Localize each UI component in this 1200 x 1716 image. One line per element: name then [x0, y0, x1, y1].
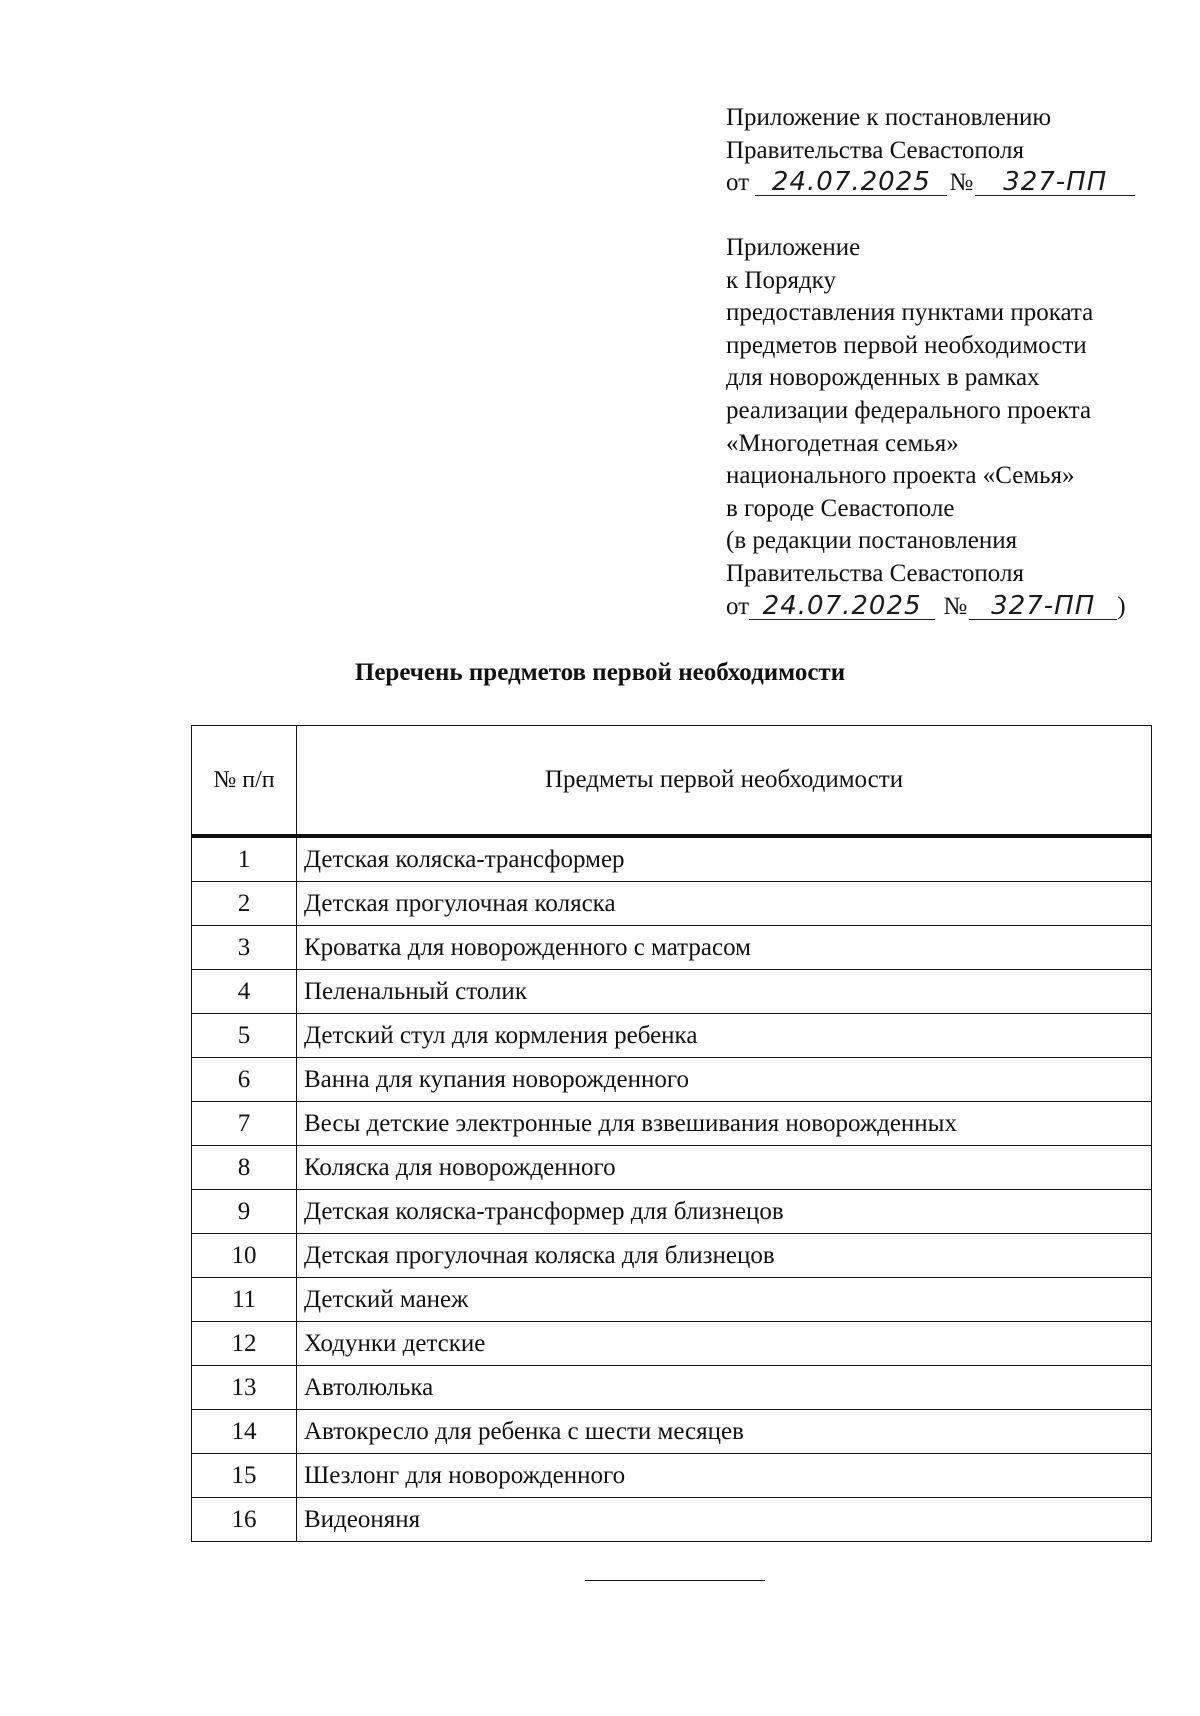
- handwritten-date: 24.07.2025: [749, 593, 935, 620]
- row-item: Кроватка для новорожденного с матрасом: [297, 926, 1152, 970]
- appendix-header-line: Приложение к постановлению: [726, 104, 1052, 131]
- date-prefix: от: [726, 592, 750, 620]
- appendix-header: [726, 102, 1135, 200]
- row-number: 9: [192, 1190, 297, 1234]
- table-row: [192, 1102, 1152, 1146]
- table-row: [192, 1058, 1152, 1102]
- row-item: Коляска для новорожденного: [297, 1146, 1152, 1190]
- row-item: Ванна для купания новорожденного: [297, 1058, 1152, 1102]
- table-row: [192, 1454, 1152, 1498]
- handwritten-number: 327-ПП: [975, 169, 1135, 196]
- table-row: [192, 1190, 1152, 1234]
- table-row: [192, 882, 1152, 926]
- procedure-header-line: «Многодетная семья»: [726, 429, 959, 457]
- appendix-header-date-line: [726, 167, 1135, 200]
- row-number: 1: [192, 836, 297, 882]
- list-title: Перечень предметов первой необходимости: [354, 659, 846, 686]
- row-number: 15: [192, 1454, 297, 1498]
- procedure-header-line: для новорожденных в рамках: [726, 364, 1040, 392]
- row-item: Пеленальный столик: [297, 970, 1152, 1014]
- table-row: [192, 1234, 1152, 1278]
- table-row: [192, 1278, 1152, 1322]
- row-item: Автолюлька: [297, 1366, 1152, 1410]
- row-item: Детский манеж: [297, 1278, 1152, 1322]
- procedure-header-line: (в редакции постановления: [726, 527, 1018, 555]
- row-number: 12: [192, 1322, 297, 1366]
- row-item: Детская прогулочная коляска для близнецов: [297, 1234, 1152, 1278]
- row-number: 4: [192, 970, 297, 1014]
- table-row: [192, 1322, 1152, 1366]
- handwritten-date: 24.07.2025: [755, 169, 947, 196]
- procedure-header-line: Приложение: [726, 234, 861, 261]
- row-number: 11: [192, 1278, 297, 1322]
- row-item: Видеоняня: [297, 1498, 1152, 1542]
- procedure-header-date-line: [726, 591, 1126, 624]
- row-number: 7: [192, 1102, 297, 1146]
- handwritten-number: 327-ПП: [969, 593, 1117, 620]
- appendix-header-line: Правительства Севастополя: [726, 136, 1024, 164]
- column-header-item: Предметы первой необходимости: [297, 726, 1152, 837]
- row-item: Ходунки детские: [297, 1322, 1152, 1366]
- procedure-header-line: в городе Севастополе: [726, 494, 955, 522]
- procedure-header-line: реализации федерального проекта: [726, 396, 1092, 424]
- row-item: Шезлонг для новорожденного: [297, 1454, 1152, 1498]
- items-table: [191, 725, 1152, 1542]
- row-item: Детская прогулочная коляска: [297, 882, 1152, 926]
- row-number: 8: [192, 1146, 297, 1190]
- row-number: 14: [192, 1410, 297, 1454]
- row-item: Детская коляска-трансформер для близнецов: [297, 1190, 1152, 1234]
- closing-parenthesis: ): [1117, 592, 1126, 620]
- table-row: [192, 926, 1152, 970]
- procedure-header-line: предметов первой необходимости: [726, 331, 1087, 359]
- row-number: 3: [192, 926, 297, 970]
- procedure-appendix-header: [726, 232, 1126, 623]
- table-row: [192, 1146, 1152, 1190]
- row-item: Весы детские электронные для взвешивания новорожденных: [297, 1102, 1152, 1146]
- table-row: [192, 836, 1152, 882]
- table-row: [192, 970, 1152, 1014]
- procedure-header-line: национального проекта «Семья»: [726, 462, 1075, 490]
- footer-divider: [585, 1580, 765, 1581]
- date-prefix: от: [726, 169, 750, 197]
- row-number: 13: [192, 1366, 297, 1410]
- number-sign: №: [943, 592, 968, 620]
- table-header-row: [192, 726, 1152, 837]
- row-item: Детский стул для кормления ребенка: [297, 1014, 1152, 1058]
- row-number: 2: [192, 882, 297, 926]
- number-sign: №: [949, 169, 974, 197]
- row-number: 10: [192, 1234, 297, 1278]
- row-item: Детская коляска-трансформер: [297, 836, 1152, 882]
- procedure-header-line: к Порядку: [726, 266, 836, 294]
- row-item: Автокресло для ребенка с шести месяцев: [297, 1410, 1152, 1454]
- procedure-header-line: предоставления пунктами проката: [726, 299, 1094, 327]
- table-row: [192, 1014, 1152, 1058]
- column-header-number: № п/п: [192, 726, 297, 837]
- row-number: 6: [192, 1058, 297, 1102]
- procedure-header-line: Правительства Севастополя: [726, 559, 1024, 587]
- table-row: [192, 1366, 1152, 1410]
- table-row: [192, 1410, 1152, 1454]
- table-row: [192, 1498, 1152, 1542]
- row-number: 5: [192, 1014, 297, 1058]
- row-number: 16: [192, 1498, 297, 1542]
